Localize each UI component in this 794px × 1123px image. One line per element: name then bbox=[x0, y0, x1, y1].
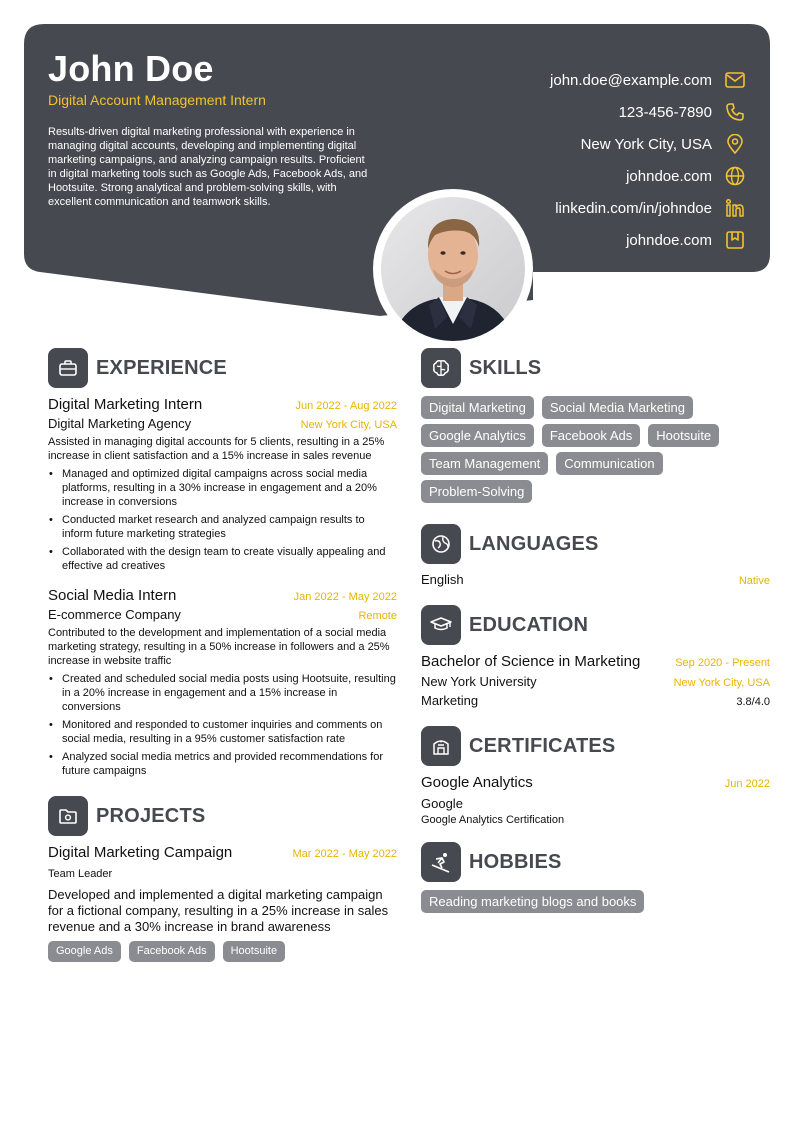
bookmark-icon bbox=[724, 229, 746, 251]
contact-portfolio-text[interactable]: johndoe.com bbox=[626, 231, 712, 249]
skill-tag: Digital Marketing bbox=[421, 396, 534, 419]
hobbies-title: HOBBIES bbox=[469, 850, 562, 873]
language-name: English bbox=[421, 572, 464, 587]
job-title: Digital Marketing Intern bbox=[48, 396, 203, 413]
experience-item bbox=[48, 587, 397, 778]
education-item bbox=[421, 653, 770, 708]
certificates-title: CERTIFICATES bbox=[469, 734, 616, 757]
hobbies-header bbox=[421, 842, 770, 882]
language-icon bbox=[421, 524, 461, 564]
project-tag: Google Ads bbox=[48, 941, 121, 962]
skill-tag: Communication bbox=[556, 452, 662, 475]
field-of-study: Marketing bbox=[421, 693, 479, 708]
job-bullets bbox=[48, 467, 397, 573]
candidate-title: Digital Account Management Intern bbox=[48, 92, 266, 108]
job-location: Remote bbox=[358, 610, 397, 622]
contact-website[interactable] bbox=[386, 160, 746, 192]
skill-tag: Team Management bbox=[421, 452, 548, 475]
project-item bbox=[48, 844, 397, 967]
contact-phone-text[interactable]: 123-456-7890 bbox=[618, 103, 712, 121]
project-tag: Facebook Ads bbox=[129, 941, 215, 962]
project-tag: Hootsuite bbox=[223, 941, 285, 962]
experience-item bbox=[48, 396, 397, 573]
experience-header bbox=[48, 348, 397, 388]
skill-tag: Problem-Solving bbox=[421, 480, 532, 503]
education-title: EDUCATION bbox=[469, 613, 589, 636]
certificates-header bbox=[421, 726, 770, 766]
skill-tag: Facebook Ads bbox=[542, 424, 640, 447]
project-date: Mar 2022 - May 2022 bbox=[292, 848, 397, 860]
job-date: Jun 2022 - Aug 2022 bbox=[295, 400, 397, 412]
skill-tag: Hootsuite bbox=[648, 424, 719, 447]
certificate-icon bbox=[421, 726, 461, 766]
certificate-item bbox=[421, 774, 770, 826]
list-item: • Monitored and responded to customer inquiries and comments on social media, resulting in a 95% customer satisfaction rate bbox=[48, 718, 397, 746]
candidate-name: John Doe bbox=[48, 48, 214, 89]
phone-icon bbox=[724, 101, 746, 123]
briefcase-icon bbox=[48, 348, 88, 388]
envelope-icon bbox=[724, 69, 746, 91]
project-description: Developed and implemented a digital marketing campaign for a fictional company, resulting in a 25% increase in sales revenue and a 30% increase in brand awareness bbox=[48, 887, 389, 934]
job-location: New York City, USA bbox=[300, 419, 397, 431]
list-item: • Managed and optimized digital campaigns across social media platforms, resulting in a 30% increase in engagement and a 20% increase in conversions bbox=[48, 467, 397, 509]
school-location: New York City, USA bbox=[673, 677, 770, 689]
hobbies-tags bbox=[421, 890, 770, 918]
gpa: 3.8/4.0 bbox=[736, 696, 770, 708]
project-title: Digital Marketing Campaign bbox=[48, 844, 233, 861]
skills-header bbox=[421, 348, 770, 388]
folder-icon bbox=[48, 796, 88, 836]
project-tags bbox=[48, 941, 397, 967]
list-item: • Created and scheduled social media posts using Hootsuite, resulting in a 20% increase in engagement and a 15% increase in conversions bbox=[48, 672, 397, 714]
right-column bbox=[421, 348, 770, 918]
list-item: • Collaborated with the design team to create visually appealing and effective ad creatives bbox=[48, 545, 397, 573]
job-title: Social Media Intern bbox=[48, 587, 177, 604]
experience-title: EXPERIENCE bbox=[96, 356, 227, 379]
contact-website-text[interactable]: johndoe.com bbox=[626, 167, 712, 185]
degree: Bachelor of Science in Marketing bbox=[421, 653, 641, 670]
projects-title: PROJECTS bbox=[96, 804, 206, 827]
skill-tag: Google Analytics bbox=[421, 424, 534, 447]
certificate-issuer: Google bbox=[421, 796, 463, 811]
left-column bbox=[48, 348, 397, 967]
map-pin-icon bbox=[724, 133, 746, 155]
brain-icon bbox=[421, 348, 461, 388]
education-date: Sep 2020 - Present bbox=[675, 657, 770, 669]
list-item: • Conducted market research and analyzed campaign results to inform future marketing strategies bbox=[48, 513, 397, 541]
languages-title: LANGUAGES bbox=[469, 532, 599, 555]
job-summary: Assisted in managing digital accounts for 5 clients, resulting in a 25% increase in client satisfaction and a 15% increase in sales revenue bbox=[48, 436, 385, 462]
linkedin-icon bbox=[724, 197, 746, 219]
certificate-date: Jun 2022 bbox=[724, 778, 770, 790]
list-item: • Analyzed social media metrics and provided recommendations for future campaigns bbox=[48, 750, 397, 778]
certificate-name: Google Analytics bbox=[421, 774, 533, 791]
job-company: E-commerce Company bbox=[48, 607, 181, 622]
skill-tag: Social Media Marketing bbox=[542, 396, 693, 419]
skills-tags bbox=[421, 396, 770, 508]
graduation-cap-icon bbox=[421, 605, 461, 645]
education-header bbox=[421, 605, 770, 645]
contact-email[interactable] bbox=[386, 64, 746, 96]
projects-header bbox=[48, 796, 397, 836]
contact-email-text[interactable]: john.doe@example.com bbox=[550, 71, 712, 89]
skills-title: SKILLS bbox=[469, 356, 542, 379]
school: New York University bbox=[421, 674, 537, 689]
contact-linkedin-text[interactable]: linkedin.com/in/johndoe bbox=[555, 199, 712, 217]
globe-icon bbox=[724, 165, 746, 187]
skiing-icon bbox=[421, 842, 461, 882]
contact-location-text: New York City, USA bbox=[580, 135, 712, 153]
profile-photo-frame bbox=[373, 189, 533, 349]
job-summary: Contributed to the development and implementation of a social media marketing strategy, resulting in a 50% increase in followers and a 25% increase in website traffic bbox=[48, 627, 390, 667]
job-bullets bbox=[48, 672, 397, 778]
project-role: Team Leader bbox=[48, 868, 113, 880]
profile-summary: Results-driven digital marketing professional with experience in managing digital accounts, developing and implementing digital marketing campaigns, and analyzing campaign results. Proficient in digital marketing tools such as Google Ads, Facebook Ads, and Hootsuite. Strong analytical and problem-solving skills, with excellent communication and teamwork skills. bbox=[48, 126, 368, 208]
language-level: Native bbox=[738, 575, 770, 587]
job-date: Jan 2022 - May 2022 bbox=[293, 591, 397, 603]
profile-photo bbox=[373, 189, 533, 349]
contact-location bbox=[386, 128, 746, 160]
hobby-tag: Reading marketing blogs and books bbox=[421, 890, 644, 913]
job-company: Digital Marketing Agency bbox=[48, 416, 192, 431]
contact-phone[interactable] bbox=[386, 96, 746, 128]
certificate-detail: Google Analytics Certification bbox=[421, 814, 565, 826]
languages-header bbox=[421, 524, 770, 564]
language-item bbox=[421, 572, 770, 587]
